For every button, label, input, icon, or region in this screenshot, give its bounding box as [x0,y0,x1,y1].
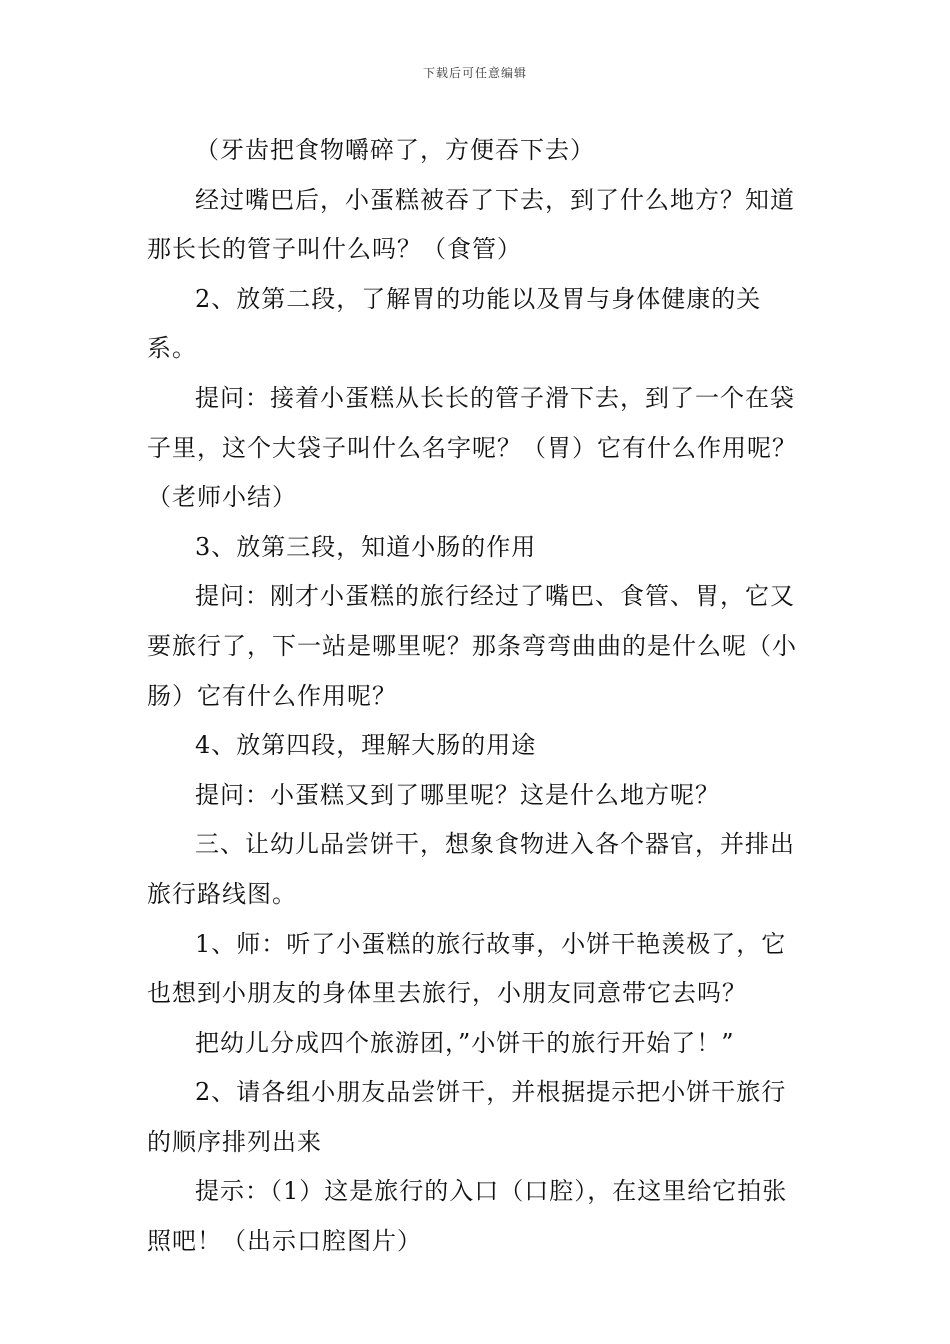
paragraph: 提问：小蛋糕又到了哪里呢？这是什么地方呢？ [195,780,720,809]
paragraph: （牙齿把食物嚼碎了，方便吞下去） [195,136,595,164]
paragraph: 把幼儿分成四个旅游团，”小饼干的旅行开始了！” [195,1028,735,1057]
paragraph: 提问：接着小蛋糕从长长的管子滑下去，到了一个在袋子里，这个大袋子叫什么名字呢？（胃）它有什么作用呢？（老师小结） [147,383,797,512]
page-header: 下载后可任意编辑 [422,66,527,80]
paragraph: 经过嘴巴后，小蛋糕被吞了下去，到了什么地方？知道那长长的管子叫什么吗？（食管） [147,185,795,264]
paragraph: 三、让幼儿品尝饼干，想象食物进入各个器官，并排出旅行路线图。 [147,830,795,908]
paragraph: 1、师：听了小蛋糕的旅行故事，小饼干艳羡极了，它也想到小朋友的身体里去旅行，小朋友同意带它去吗？ [147,929,787,1008]
paragraph: 4、放第四段，理解大肠的用途 [195,731,537,760]
paragraph: 2、请各组小朋友品尝饼干，并根据提示把小饼干旅行的顺序排列出来 [147,1078,787,1156]
paragraph: 提示：（1）这是旅行的入口（口腔），在这里给它拍张照吧！（出示口腔图片） [147,1177,788,1256]
paragraph: 3、放第三段，知道小肠的作用 [195,532,537,561]
paragraph: 提问：刚才小蛋糕的旅行经过了嘴巴、食管、胃，它又要旅行了，下一站是哪里呢？那条弯弯曲曲的是什么呢（小肠）它有什么作用呢？ [147,582,797,710]
document-body [147,126,807,1267]
paragraph: 2、放第二段，了解胃的功能以及胃与身体健康的关系。 [147,284,762,363]
